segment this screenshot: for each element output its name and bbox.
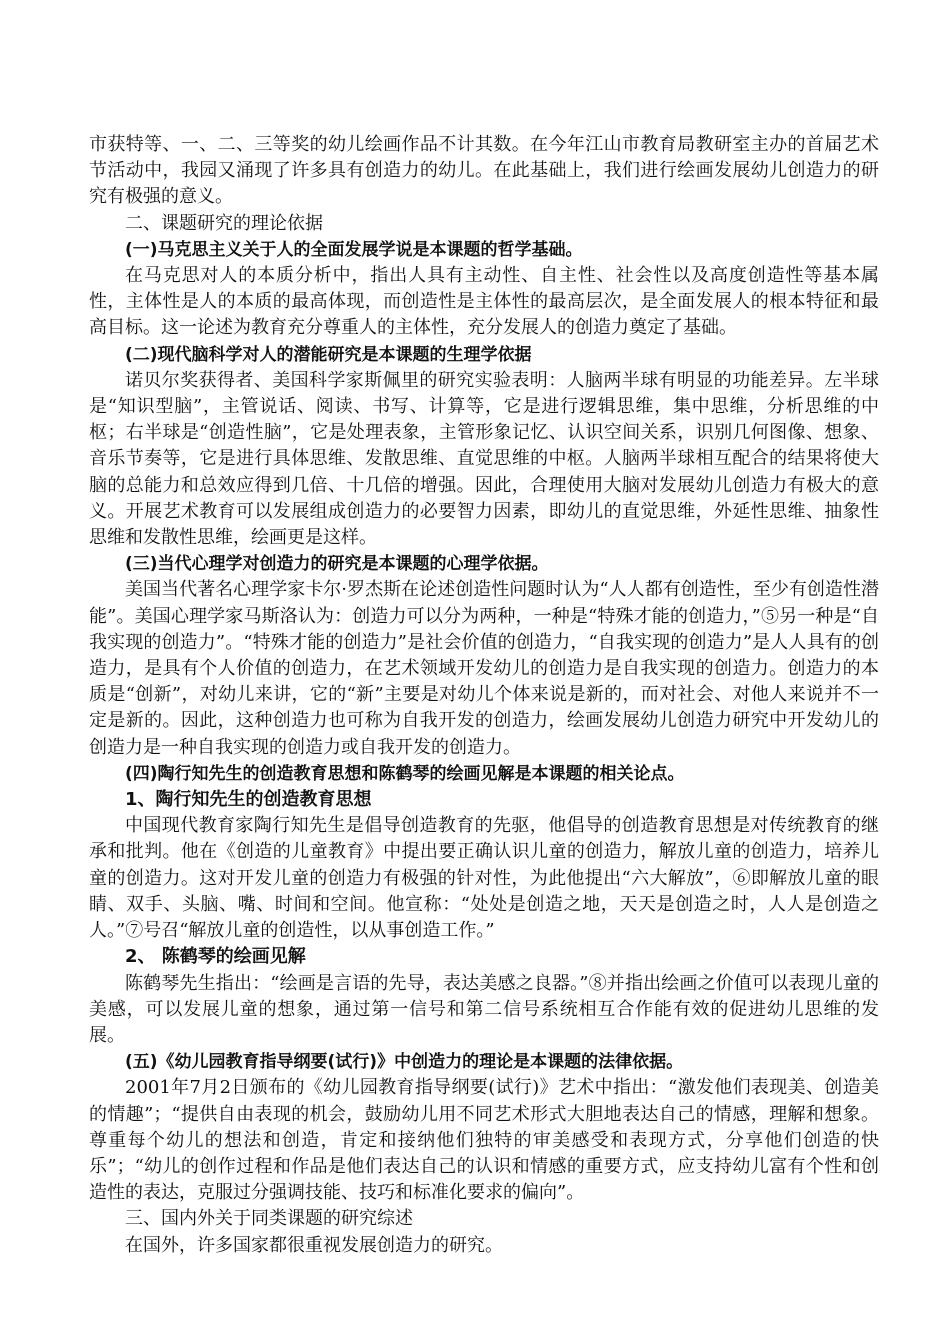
section-heading-review: 三、国内外关于同类课题的研究综述 <box>125 1208 413 1230</box>
paragraph-psychology: 美国当代著名心理学家卡尔·罗杰斯在论述创造性问题时认为“人人都有创造性，至少有创造性潜能”。美国心理学家马斯洛认为：创造力可以分为两种，一种是“特殊才能的创造力，”⑤另一种是“自我实现的创造力”。“特殊才能的创造力”是社会价值的创造力，“自我实现的创造力”是人人具有的创造力，是具有个人价值的创造力，在艺术领域开发幼儿的创造力是自我实现的创造力。创造力的本质是“创新”，对幼儿来讲，它的“新”主要是对幼儿个体来说是新的，而对社会、对他人来说并不一定是新的。因此，这种创造力也可称为自我开发的创造力，绘画发展幼儿创造力研究中开发幼儿的创造力是一种自我实现的创造力或自我开发的创造力。 <box>89 579 879 758</box>
paragraph-tao-xingzhi: 中国现代教育家陶行知先生是倡导创造教育的先驱，他倡导的创造教育思想是对传统教育的继承和批判。他在《创造的儿童教育》中提出要正确认识儿童的创造力，解放儿童的创造力，培养儿童的创造力。这对开发儿童的创造力有极强的针对性，为此他提出“六大解放”，⑥即解放儿童的眼睛、双手、头脑、嘴、时间和空间。他宣称：“处处是创造之地，天天是创造之时，人人是创造之人。”⑦号召“解放儿童的创造性，以从事创造工作。” <box>89 815 879 942</box>
subheading-tao-chen: (四)陶行知先生的创造教育思想和陈鹤琴的绘画见解是本课题的相关论点。 <box>125 763 685 784</box>
paragraph-brain-science: 诺贝尔奖获得者、美国科学家斯佩里的研究实验表明：人脑两半球有明显的功能差异。左半球是“知识型脑”，主管说话、阅读、书写、计算等，它是进行逻辑思维，集中思维，分析思维的中枢；右半球是“创造性脑”，它是处理表象，主管形象记忆、认识空间关系，识别几何图像、想象、音乐节奏等，它是进行具体思维、发散思维、直觉思维的中枢。人脑两半球相互配合的结果将使大脑的总能力和总效应得到几倍、十几倍的增强。因此，合理使用大脑对发展幼儿创造力有极大的意义。开展艺术教育可以发展组成创造力的必要智力因素，即幼儿的直觉思维，外延性思维、抽象性思维和发散性思维，绘画更是这样。 <box>89 369 879 549</box>
paragraph-guideline: 2001年7月2日颁布的《幼儿园教育指导纲要(试行)》艺术中指出：“激发他们表现美、创造美的情趣”；“提供自由表现的机会，鼓励幼儿用不同艺术形式大胆地表达自己的情感，理解和想象。尊重每个幼儿的想法和创造，肯定和接纳他们独特的审美感受和表现方式，分享他们创造的快乐”；“幼儿的创作过程和作品是他们表达自己的认识和情感的重要方式，应支持幼儿富有个性和创造性的表达，克服过分强调技能、技巧和标准化要求的偏向”。 <box>89 1077 879 1204</box>
subheading-psychology: (三)当代心理学对创造力的研究是本课题的心理学依据。 <box>125 554 549 575</box>
subheading-guideline: (五)《幼儿园教育指导纲要(试行)》中创造力的理论是本课题的法律依据。 <box>125 1052 684 1073</box>
paragraph-intro: 市获特等、一、二、三等奖的幼儿绘画作品不计其数。在今年江山市教育局教研室主办的首届艺术节活动中，我园又涌现了许多具有创造力的幼儿。在此基础上，我们进行绘画发展幼儿创造力的研究有极强的意义。 <box>89 134 879 208</box>
subheading-marxism: (一)马克思主义关于人的全面发展学说是本课题的哲学基础。 <box>125 239 583 260</box>
paragraph-chen-heqin: 陈鹤琴先生指出：“绘画是言语的先导，表达美感之良器。”⑧并指出绘画之价值可以表现儿童的美感，可以发展儿童的想象，通过第一信号和第二信号系统相互合作能有效的促进幼儿思维的发展。 <box>89 972 879 1046</box>
subheading-chen-heqin: 2、 陈鹤琴的绘画见解 <box>125 946 306 968</box>
paragraph-marxism: 在马克思对人的本质分析中，指出人具有主动性、自主性、社会性以及高度创造性等基本属性，主体性是人的本质的最高体现，而创造性是主体性的最高层次，是全面发展人的根本特征和最高目标。这一论述为教育充分尊重人的主体性，充分发展人的创造力奠定了基础。 <box>89 265 879 339</box>
subheading-tao-xingzhi: 1、陶行知先生的创造教育思想 <box>125 789 372 811</box>
subheading-brain-science: (二)现代脑科学对人的潜能研究是本课题的生理学依据 <box>125 344 532 365</box>
paragraph-review: 在国外，许多国家都很重视发展创造力的研究。 <box>125 1234 503 1256</box>
document-body <box>89 132 879 1259</box>
section-heading-theory: 二、课题研究的理论依据 <box>125 212 323 234</box>
